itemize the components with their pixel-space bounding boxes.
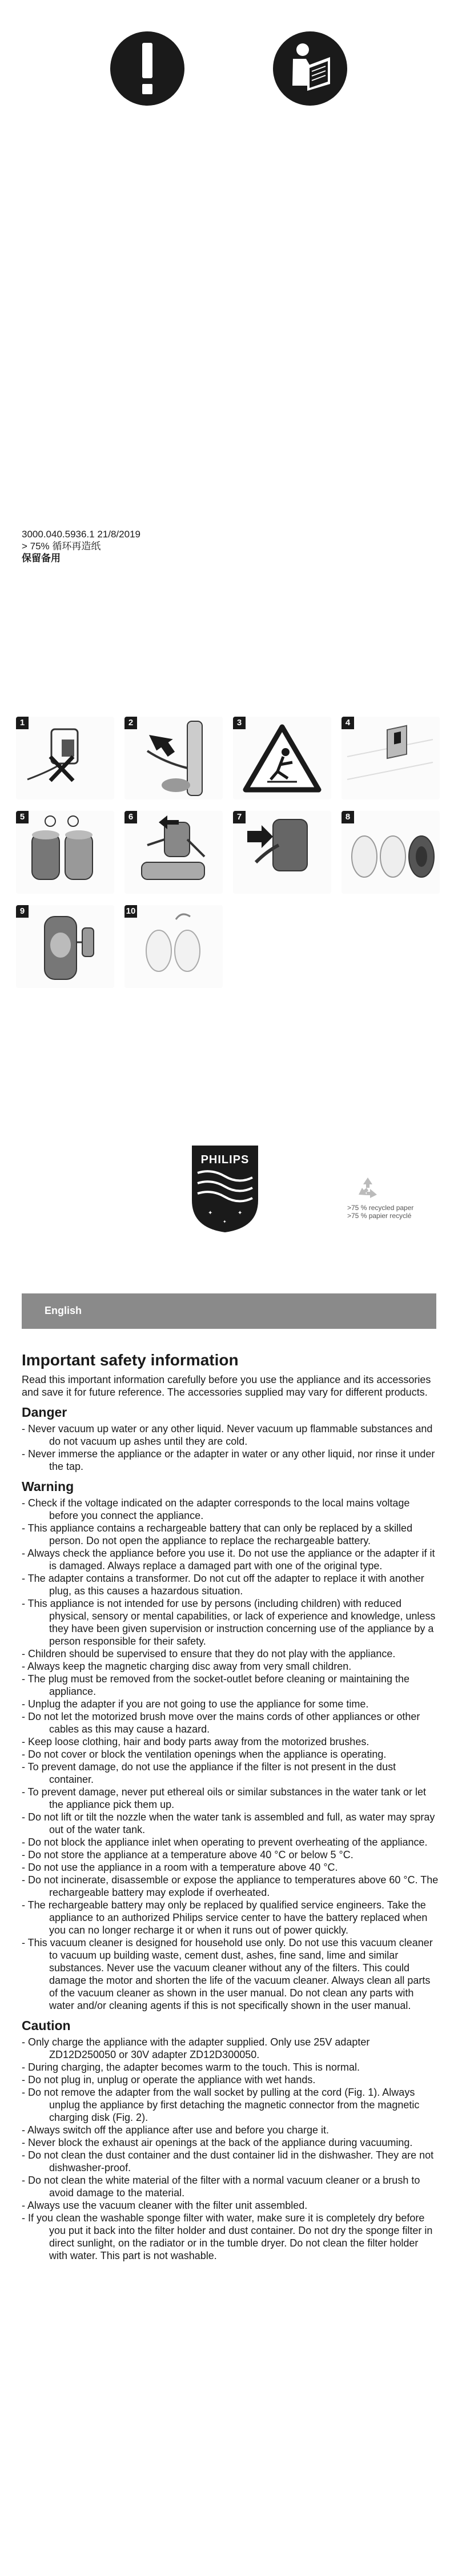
figure-8 [342,811,440,894]
list-item: - Do not clean the dust container and the dust container lid in the dishwasher. They are not dishwasher-proof. [22,2149,439,2174]
figure-number: 8 [342,811,354,823]
figure-number: 1 [16,717,29,729]
document-code-block [22,528,140,564]
list-item: - Do not let the motorized brush move over the mains cords of other appliances or other cables as this may cause a hazard. [22,1710,439,1735]
language-label: English [45,1305,82,1316]
figure-number: 7 [233,811,246,823]
list-item: - Always switch off the appliance after use and before you charge it. [22,2124,439,2136]
danger-list [22,1422,439,1473]
figure-9 [16,905,114,988]
list-item: - Children should be supervised to ensure that they do not play with the appliance. [22,1647,439,1660]
list-item: - This appliance is not intended for use by persons (including children) with reduced physical, sensory or mental capabilities, or lack of experience and knowledge, unless they have been given supervision or instruction concerning use of the appliance by a person responsible for their safety. [22,1597,439,1647]
list-item: - This vacuum cleaner is designed for household use only. Do not use this vacuum cleaner to vacuum up building waste, cement dust, ashes, fine sand, lime and similar substances. Never use the vacuum cleaner without any of the filters. This could damage the motor and shorten the life of the vacuum cleaner. Always clean all parts of the vacuum cleaner as shown in the user manual. Do not clean any parts with water and/or cleaning agents if this is not specifically shown in the user manual. [22,1936,439,2012]
warning-exclamation-icon [110,31,184,106]
list-item: - Do not clean the white material of the filter with a normal vacuum cleaner or a brush to avoid damage to the material. [22,2174,439,2199]
recycled-paper-note: > 75% 循环再造纸 [22,541,101,552]
figure-1 [16,717,114,799]
list-item: - The adapter contains a transformer. Do not cut off the adapter to replace it with another plug, as this causes a hazardous situation. [22,1572,439,1597]
figure-number: 5 [16,811,29,823]
list-item: - Never vacuum up water or any other liquid. Never vacuum up flammable substances and do not vacuum up ashes until they are cold. [22,1422,439,1448]
figure-6 [124,811,223,894]
language-header [22,1293,436,1329]
list-item: - The plug must be removed from the socket-outlet before cleaning or maintaining the appliance. [22,1673,439,1698]
figure-number: 3 [233,717,246,729]
list-item: - To prevent damage, never put ethereal oils or similar substances in the water tank or let the appliance pick them up. [22,1786,439,1811]
figure-4 [342,717,440,799]
caution-list [22,2036,439,2262]
figure-10 [124,905,223,988]
figure-2 [124,717,223,799]
reserved-note: 保留备用 [22,553,61,564]
figure-number: 2 [124,717,137,729]
list-item: - Do not remove the adapter from the wall socket by pulling at the cord (Fig. 1). Always unplug the appliance by first detaching the magnetic connector from the magnetic charging disk (Fig. 2). [22,2086,439,2124]
list-item: - Do not lift or tilt the nozzle when the water tank is assembled and full, as water may spray out of the water tank. [22,1811,439,1836]
list-item: - If you clean the washable sponge filter with water, make sure it is completely dry before you put it back into the filter holder and dust container. Do not dry the sponge filter in direct sunlight, on the radiator or in the tumble dryer. Do not clean the filter holder with water. This part is not washable. [22,2212,439,2262]
recycled-paper-label: >75 % recycled paper >75 % papier recyclé [347,1204,414,1220]
svg-text:✦: ✦ [223,1219,227,1224]
list-item: - Always check the appliance before you use it. Do not use the appliance or the adapter if it is damaged. Always replace a damaged part with one of the original type. [22,1547,439,1572]
list-item: - Do not block the appliance inlet when operating to prevent overheating of the appliance. [22,1836,439,1848]
figure-number: 9 [16,905,29,918]
list-item: - Do not store the appliance at a temperature above 40 °C or below 5 °C. [22,1848,439,1861]
list-item: - Never immerse the appliance or the adapter in water or any other liquid, nor rinse it under the tap. [22,1448,439,1473]
list-item: - During charging, the adapter becomes warm to the touch. This is normal. [22,2061,439,2073]
list-item: - Do not incinerate, disassemble or expose the appliance to temperatures above 60 °C. The rechargeable battery may explode if overheated. [22,1874,439,1899]
list-item: - Check if the voltage indicated on the adapter corresponds to the local mains voltage before you connect the appliance. [22,1497,439,1522]
list-item: - The rechargeable battery may only be replaced by qualified service engineers. Take the appliance to an authorized Philips service center to have the battery replaced when you can no longer recharge it or when it runs out of power quickly. [22,1899,439,1936]
caution-heading: Caution [22,2018,71,2033]
figure-number: 10 [124,905,137,918]
safety-intro: Read this important information carefully before you use the appliance and its accessories and save it for future reference. The accessories supplied may vary for different products. [22,1374,431,1398]
svg-text:✦: ✦ [238,1210,243,1216]
figure-3 [233,717,331,799]
figure-7 [233,811,331,894]
svg-text:✦: ✦ [208,1210,213,1216]
list-item: - Keep loose clothing, hair and body parts away from the motorized brushes. [22,1735,439,1748]
list-item: - Never block the exhaust air openings at the back of the appliance during vacuuming. [22,2136,439,2149]
list-item: - This appliance contains a rechargeable battery that can only be replaced by a skilled person. Do not open the appliance to replace the rechargeable battery. [22,1522,439,1547]
safety-section [22,1351,439,2262]
danger-heading: Danger [22,1405,67,1420]
list-item: - Always keep the magnetic charging disc away from very small children. [22,1660,439,1673]
brand-name: PHILIPS [200,1154,250,1166]
warning-heading: Warning [22,1479,74,1494]
list-item: - Do not plug in, unplug or operate the appliance with wet hands. [22,2073,439,2086]
figure-number: 4 [342,717,354,729]
list-item: - Do not cover or block the ventilation openings when the appliance is operating. [22,1748,439,1761]
list-item: - Do not use the appliance in a room with a temperature above 40 °C. [22,1861,439,1874]
recycle-icon [355,1175,380,1200]
list-item: - Unplug the adapter if you are not going to use the appliance for some time. [22,1698,439,1710]
document-code: 3000.040.5936.1 21/8/2019 [22,529,140,540]
read-manual-icon [273,31,347,106]
safety-title: Important safety information [22,1351,239,1369]
figure-5 [16,811,114,894]
list-item: - Only charge the appliance with the adapter supplied. Only use 25V adapter ZD12D250050 or 30V adapter ZD12D300050. [22,2036,439,2061]
warning-list [22,1497,439,2012]
list-item: - Always use the vacuum cleaner with the filter unit assembled. [22,2199,439,2212]
list-item: - To prevent damage, do not use the appliance if the filter is not present in the dust container. [22,1761,439,1786]
figure-number: 6 [124,811,137,823]
